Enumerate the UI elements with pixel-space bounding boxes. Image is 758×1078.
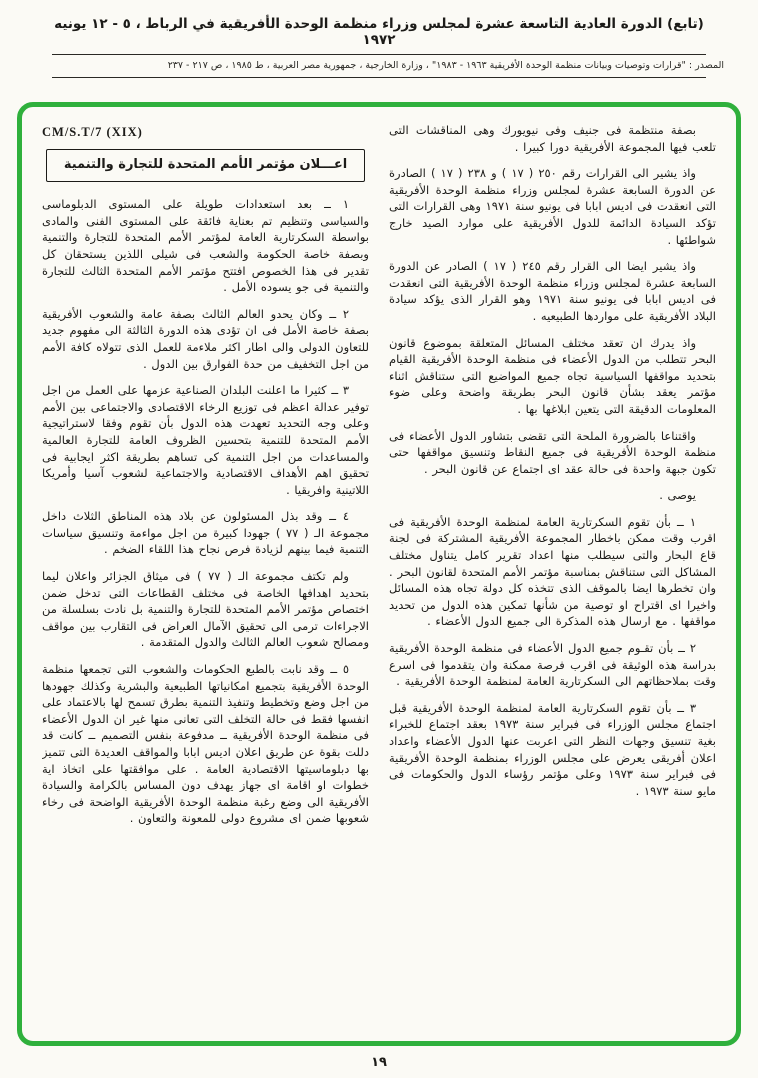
- recommendation-paragraph: ٢ ــ بأن تقـوم جميع الدول الأعضاء فى منظمة الوحدة الأفريقية بدراسة هذه الوثيقة فى اقرب فرصة ممكنة وان يتقدموا فى اسرع وقت بملاحظاتهم الى السكرتارية العامة لمنظمة الوحدة الأفريقية .: [389, 641, 716, 689]
- page-header: [0, 0, 758, 78]
- body-paragraph: بصفة منتظمة فى جنيف وفى نيويورك وهى المناقشات التى تلعب فيها المجموعة الأفريقية دورا كبيرا .: [389, 123, 716, 154]
- header-divider-bottom: [52, 77, 706, 78]
- body-paragraph: واذ يشير ايضا الى القرار رقم ٢٤٥ ( ١٧ ) الصادر عن الدورة السابعة عشرة لمجلس وزراء منظمة الوحدة الأفريقية التى انعقدت فى اديس ابابا فى يونيو سنة ١٩٧١ وهو القرار الذى يؤكد سيادة البلاد الأفريقية على مواردها الطبيعيه .: [389, 259, 716, 323]
- left-column: [42, 122, 369, 1029]
- page-number: ١٩: [371, 1055, 387, 1070]
- body-paragraph: ولم تكتف مجموعة الـ ( ٧٧ ) فى ميثاق الجزائر واعلان ليما بتحديد اهدافها الخاصة فى مختلف القطاعات التى تدخل ضمن اختصاص مؤتمر الأمم المتحدة للتجارة والتنمية بل نادت بسلسلة من الاجراءات ترمى الى تحقيق الآمال العراض فى التقارب بين مواقف ومصالح شعوب العالم الثالث والدول المتقدمة .: [42, 569, 369, 650]
- page-footer: [0, 1055, 758, 1070]
- body-paragraph: يوصى .: [659, 488, 696, 503]
- body-paragraph: ٥ ــ وقد نابت بالطبع الحكومات والشعوب التى تجمعها منظمة الوحدة الأفريقية بتجميع امكانياتها الطبيعية والبشرية وكذلك جهودها من اجل وضع وتخطيط وتنفيذ التنمية بطرق تسمح لها بالاعتماد على انفسها فقط فى حالة التخلف التى تعانى منها غير ان الدول الأعضاء فى منظمة الوحدة الأفريقية ــ مدفوعة بنفس التصميم ــ كانت قد دللت بقوة عن طريق اعلان اديس ابابا والمواقف العديدة التى تتميز بها دبلوماسيتها الاقتصادية العامة . على موافقتها على اتخاذ اية خطوات او اقامة اى جهاز يهدف دون المساس بالكرامة والسيادة الأفريقية الى وضع رغبة منظمة الوحدة الأفريقية الواضحة فى رخاء شعوبها ضمن اى مشروع دولى للمعونة والتعاون .: [42, 662, 369, 826]
- body-paragraph: واقتناعا بالضرورة الملحة التى تقضى بتشاور الدول الأعضاء فى منظمة الوحدة الأفريقية فى جميع النقاط وتنسيق مواقفها حتى تكون جبهة واحدة فى حالة عقد اى اجتماع عن قانون البحر .: [389, 428, 716, 476]
- body-paragraph: واذ يشير الى القرارات رقم ٢٥٠ ( ١٧ ) و ٢٣٨ ( ١٧ ) الصادرة عن الدورة السابعة عشرة لمجلس وزراء منظمة الوحدة الأفريقية التى انعقدت فى اديس ابابا فى يونيو سنة ١٩٧١ وهى القرارات التى تؤكد السيادة الدائمة للدول الأفريقية على موارد الصيد خارج شواطئها .: [389, 166, 716, 247]
- source-line: المصدر : "قرارات وتوصيات وبيانات منظمة الوحدة الأفريقية ١٩٦٣ - ١٩٨٣" ، وزارة الخارجية ، جمهورية مصر العربية ، ط ١٩٨٥ ، ص ٢١٧ - ٢٣٧: [167, 60, 724, 71]
- recommendation-paragraph: ١ ــ بأن تقوم السكرتارية العامة لمنظمة الوحدة الأفريقية فى اقرب وقت ممكن باخطار المجموعة الأفريقية المشتركة فى لجنة قاع البحار والتى سيطلب منها اعداد تقرير كامل يتناول مختلف المشاكل التى ستناقش بمناسبة مؤتمر الأمم المتحدة لقانون البحر . وان تخطرها ايضا بالموقف الذى تتخذه كل دولة تجاه هذه المسائل واخيرا اى اقتراح او توصية من شأنها تمكين هذه الدول من تحديد مواقفها . مع ارسال هذه المذكرة الى جميع الدول الأعضاء .: [389, 514, 716, 629]
- body-paragraph: واذ يدرك ان تعقد مختلف المسائل المتعلقة بموضوع قانون البحر تتطلب من الدول الأعضاء فى منظمة الوحدة الأفريقية القيام بتحديد مواقفها السياسية تجاه جميع المواضيع التى ستناقش اثناء مؤتمر يعقد بشأن قانون البحر بطريقة واضحة وعلى ضوء المعلومات الدقيقة التى يتعين ابلاغها بها .: [389, 335, 716, 416]
- document-frame: [17, 102, 741, 1046]
- recommendation-paragraph: ٣ ــ بأن تقوم السكرتارية العامة لمنظمة الوحدة الأفريقية قبل اجتماع مجلس الوزراء فى فبراير سنة ١٩٧٣ بعقد اجتماع للخبراء بغية تنسيق وجهات النظر التى اعربت عنها الدول الأعضاء واعداد اعلان أفريقى يعرض على مجلس الوزراء بمنظمة الوحدة الأفريقية فى فبراير سنة ١٩٧٣ وعلى مؤتمر رؤساء الدول والحكومات فى مايو سنة ١٩٧٣ .: [389, 700, 716, 798]
- declaration-title-box: [46, 149, 365, 183]
- declaration-title: اعـــلان مؤتمر الأمم المتحدة للتجارة والتنمية: [63, 156, 348, 172]
- right-column: [389, 122, 716, 1029]
- body-paragraph: ٢ ــ وكان يحدو العالم الثالث بصفة عامة والشعوب الأفريقية بصفة خاصة الأمل فى ان تؤدى هذه الدورة الثالثة الى مفهوم جديد للتعاون الدولى والى اطار اكثر ملاءمة للعمل الذى تتولاه كافة الأمم من اجل التخفيف من حدة الفوارق بين الدول .: [42, 306, 369, 371]
- body-paragraph: ٤ ــ وقد بذل المسئولون عن بلاد هذه المناطق الثلاث داخل مجموعة الـ ( ٧٧ ) جهودا كبيرة من اجل مواءمة وتنسيق سياسات التنمية فيما بينهم لزيادة فرص نجاح هذا اللقاء الضخم .: [42, 509, 369, 557]
- document-reference: CM/S.T/7 (XIX): [42, 125, 143, 139]
- session-title: (تابع) الدورة العادية التاسعة عشرة لمجلس وزراء منظمة الوحدة الأفريقية في الرباط ، ٥ - ١٢ يونيه ١٩٧٢: [54, 16, 704, 48]
- two-column-layout: [42, 122, 716, 1029]
- body-paragraph: ١ ــ بعد استعدادات طويلة على المستوى الدبلوماسى والسياسى وتنظيم تم بعناية فائقة على المستوى الفنى والمادى بواسطة السكرتارية العامة لمؤتمر الأمم المتحدة للتجارة والتنمية وبصفة خاصة الحكومة والشعب فى شيلى اللذين يستحقان كل تقدير فى هذا الخصوص افتتح مؤتمر الأمم المتحدة الثالث للتجارة والتنمية فى جو يسوده الأمل .: [42, 197, 369, 295]
- body-paragraph: ٣ ــ كثيرا ما اعلنت البلدان الصناعية عزمها على العمل من اجل توفير عدالة اعظم فى توزيع الرخاء الاقتصادى والاجتماعى بين الأمم وعلى وجه التحديد تعهدت هذه الدول بأن تقوم وفقا لاستراتيجية الأمم المتحدة للتنمية بتحسين الظروف العامة للتجارة العالمية والمساعدات من اجل التنمية كى تساهم بطريقة اكثر ايجابية فى تحقيق اهم الأهداف الاقتصادية والاجتماعية لشعوب آسيا وأمريكا اللاتينية وافريقيا .: [42, 383, 369, 497]
